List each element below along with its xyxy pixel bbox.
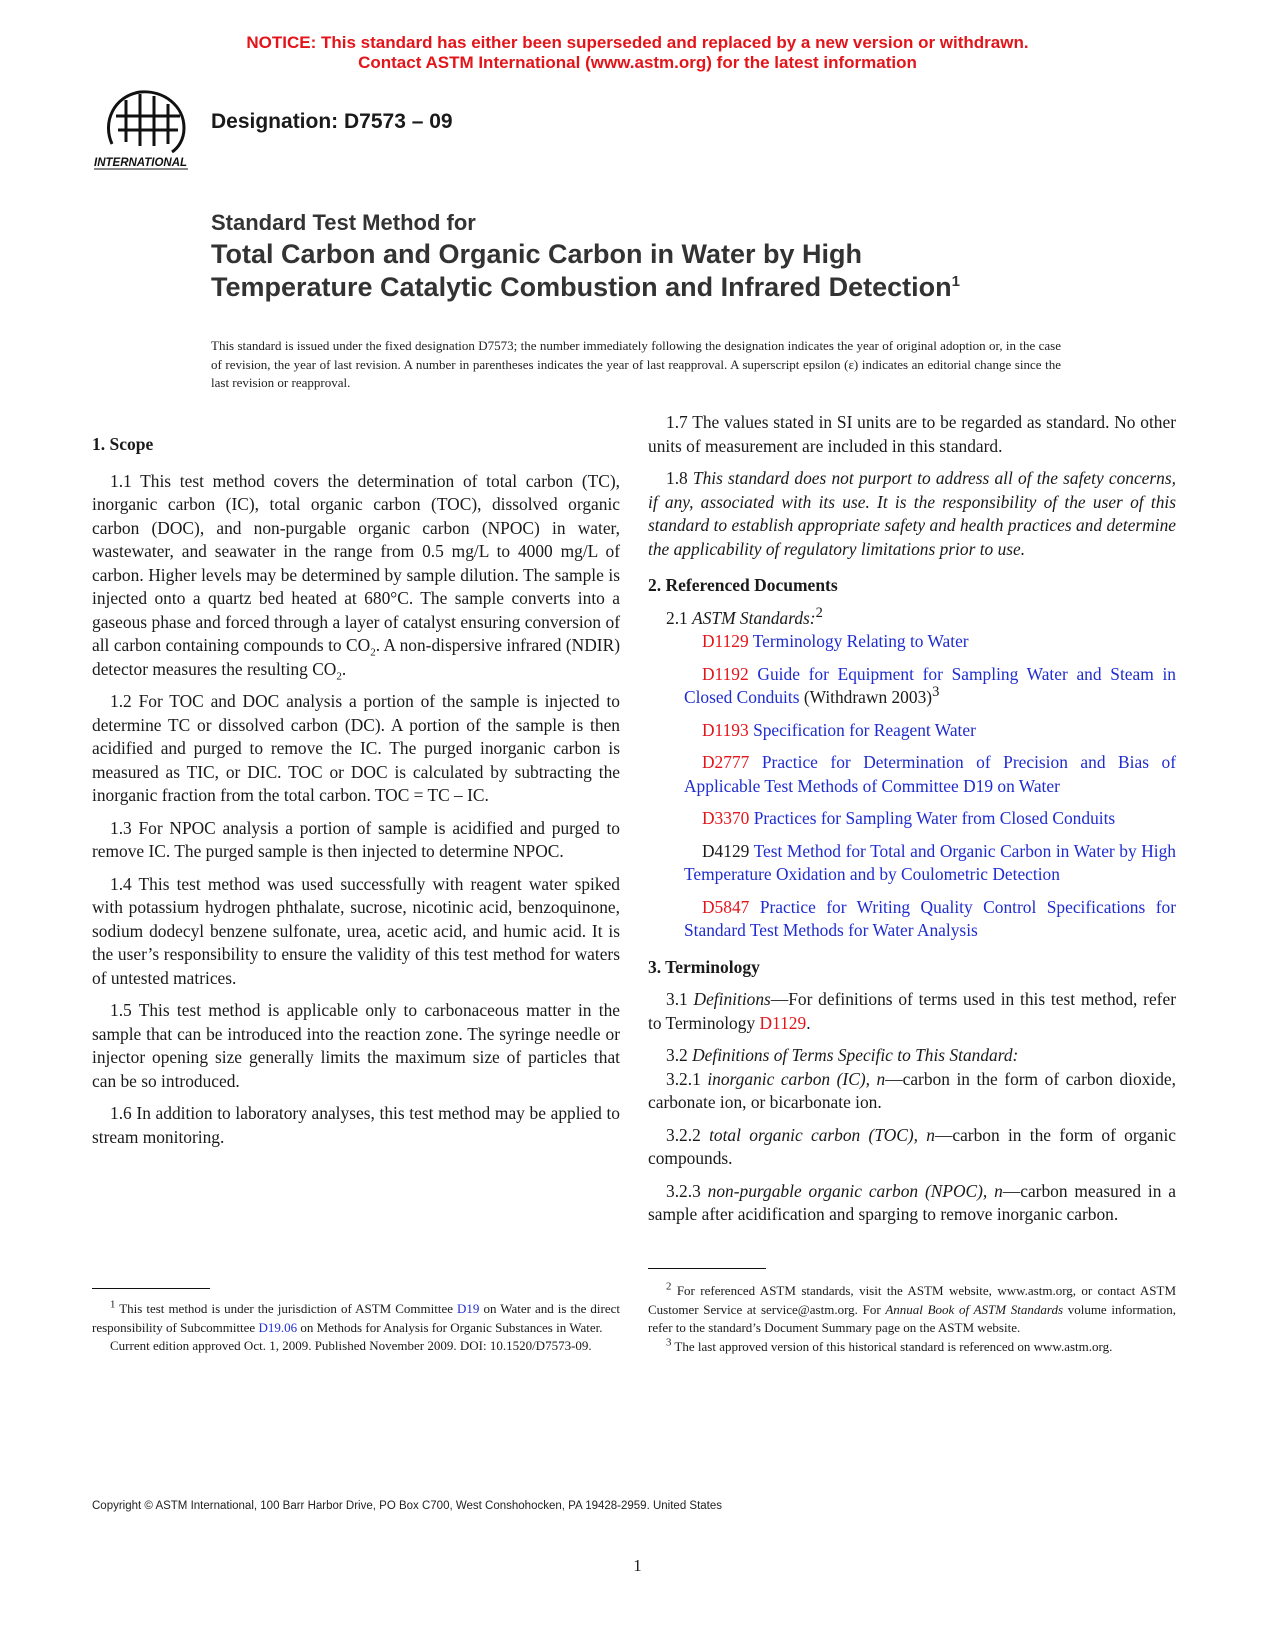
- astm-international-logo-icon: [92, 82, 202, 174]
- paragraph-1-1: 1.1 This test method covers the determination of total carbon (TC), inorganic carbon (IC), total organic carbon (TOC), dissolved organic carbon (DOC), and non-purgable organic carbon (NPOC) in water, wastewater, and seawater in the range from 0.5 mg/L to 4000 mg/L of carbon. Higher levels may be determined by sample dilution. The sample is injected onto a quartz bed heated at 680°C. The sample converts into a gaseous phase and forced through a layer of catalyst ensuring conversion of all carbon containing compounds to $CO_2$. A non-dispersive infrared (NDIR) detector measures the resulting $CO_2$.: [92, 470, 620, 682]
- link-d19[interactable]: D19: [457, 1301, 480, 1316]
- title-footnote-mark: 1: [951, 273, 960, 290]
- paragraph-1-2: 1.2 For TOC and DOC analysis a portion of the sample is injected to determine TC or dissolved carbon (DC). A portion of the sample is then acidified and purged to remove the IC. The purged inorganic carbon is measured as TIC, or DIC. TOC or DOC is calculated by subtracting the inorganic fraction from the total carbon. TOC = TC – IC.: [92, 691, 620, 805]
- link-d19-06[interactable]: D19.06: [258, 1319, 298, 1335]
- link-d1129[interactable]: D1129: [759, 1012, 807, 1033]
- reference-item: [648, 807, 1176, 831]
- paragraph-1-8: 1.8 This standard does not purport to address all of the safety concerns, if any, associated with its use. It is the responsibility of the user of this standard to establish appropriate safety and health practices and determine the applicability of regulatory limitations prior to use.: [648, 468, 1176, 559]
- footnotes-right: [648, 1282, 1176, 1356]
- paragraph-1-5: 1.5 This test method is applicable only to carbonaceous matter in the sample that can be introduced into the reaction zone. The syringe needle or injector opening size generally limits the maximum size of particles that can be so introduced.: [92, 1000, 620, 1091]
- section-heading-referenced-documents: 2. Referenced Documents: [648, 575, 838, 595]
- reference-code-link[interactable]: D2777: [702, 752, 750, 772]
- paragraph-3-2: 3.2 Definitions of Terms Specific to This Standard:: [666, 1045, 1019, 1065]
- paragraph-1-6: 1.6 In addition to laboratory analyses, this test method may be applied to stream monitoring.: [92, 1103, 620, 1147]
- reference-item: [648, 630, 1176, 654]
- footnotes-left: [92, 1300, 620, 1356]
- reference-code-link[interactable]: D3370: [702, 808, 750, 828]
- reference-title-link[interactable]: Practice for Writing Quality Control Specifications for Standard Test Methods for Water Analysis: [684, 896, 1177, 940]
- left-column: [92, 433, 620, 1149]
- footnote-rule-right: [648, 1268, 766, 1269]
- paragraph-1-7: 1.7 The values stated in SI units are to be regarded as standard. No other units of measurement are included in this standard.: [648, 412, 1176, 456]
- copyright-line: Copyright © ASTM International, 100 Barr Harbor Drive, PO Box C700, West Conshohocken, PA 19428-2959. United States: [92, 1500, 723, 1512]
- section-heading-scope: 1. Scope: [92, 434, 154, 454]
- issued-note: This standard is issued under the fixed designation D7573; the number immediately following the designation indicates the year of original adoption or, in the case of revision, the year of last revision. A number in parentheses indicates the year of last reapproval. A superscript epsilon (ε) indicates an editorial change since the last revision or reapproval.: [211, 338, 1061, 390]
- referenced-standards-list: [648, 630, 1176, 943]
- notice-line-1: NOTICE: This standard has either been superseded and replaced by a new version or withdrawn.: [246, 33, 1029, 52]
- reference-item: [648, 719, 1176, 743]
- reference-title-link[interactable]: Practices for Sampling Water from Closed Conduits: [753, 808, 1116, 828]
- paragraph-3-2-2: 3.2.2 total organic carbon (TOC), n—carbon in the form of organic compounds.: [648, 1124, 1176, 1168]
- footnote-3: $^3$ The last approved version of this historical standard is referenced on www.astm.org.: [666, 1336, 1113, 1354]
- paragraph-1-3: 1.3 For NPOC analysis a portion of sample is acidified and purged to remove IC. The purged sample is then injected to determine NPOC.: [92, 817, 620, 861]
- logo-wordmark: INTERNATIONAL: [94, 157, 188, 169]
- reference-title-link[interactable]: Terminology Relating to Water: [752, 631, 969, 651]
- page-number: 1: [633, 1556, 642, 1575]
- reference-item: [648, 751, 1176, 798]
- reference-code-link[interactable]: D1129: [702, 631, 749, 651]
- reference-code-link[interactable]: D5847: [702, 896, 750, 917]
- document-title: [211, 208, 1131, 304]
- section-heading-terminology: 3. Terminology: [648, 956, 760, 977]
- reference-title-link[interactable]: Practice for Determination of Precision and Bias of Applicable Test Methods of Committee D19 on Water: [684, 752, 1176, 796]
- footnote-1: $^1$ This test method is under the jurisdiction of ASTM Committee D19 on Water and is the direct responsibility of Subcommittee D19.06 on Methods for Analysis for Organic Substances in Water.: [92, 1298, 621, 1335]
- designation: Designation: D7573 – 09: [211, 110, 453, 133]
- footnote-1-current-edition: Current edition approved Oct. 1, 2009. Published November 2009. DOI: 10.1520/D7573-09.: [110, 1338, 592, 1353]
- reference-item: D1192 Guide for Equipment for Sampling Water and Steam in Closed Conduits (Withdrawn 2003)$^3$: [684, 663, 1176, 707]
- title-line-3: Temperature Catalytic Combustion and Infrared Detection$^1$: [211, 272, 960, 302]
- reference-code-link[interactable]: D1192: [702, 663, 749, 684]
- reference-title-link[interactable]: Specification for Reagent Water: [753, 719, 976, 740]
- reference-code-link[interactable]: D1193: [702, 719, 749, 740]
- paragraph-3-2-1: 3.2.1 inorganic carbon (IC), n—carbon in the form of carbon dioxide, carbonate ion, or bicarbonate ion.: [648, 1068, 1176, 1112]
- footnote-2: $^2$ For referenced ASTM standards, visit the ASTM website, www.astm.org, or contact ASTM Customer Service at service@astm.org. For Annual Book of ASTM Standards volume information, refer to the standard’s Document Summary page on the ASTM website.: [648, 1280, 1177, 1335]
- notice-line-2: Contact ASTM International (www.astm.org) for the latest information: [358, 53, 917, 72]
- reference-title-link[interactable]: Test Method for Total and Organic Carbon in Water by High Temperature Oxidation and by Coulometric Detection: [684, 840, 1176, 884]
- paragraph-1-4: 1.4 This test method was used successfully with reagent water spiked with potassium hydrogen phthalate, sucrose, nicotinic acid, benzoquinone, sodium dodecyl benzene sulfonate, urea, acetic acid, and humic acid. It is the user’s responsibility to ensure the validity of this test method for waters of untested matrices.: [92, 873, 620, 988]
- right-column: [648, 412, 1177, 1227]
- footnote-rule-left: [92, 1288, 210, 1289]
- title-line-1: Standard Test Method for: [211, 210, 476, 235]
- reference-item: [648, 896, 1176, 943]
- withdrawal-notice: [0, 33, 1275, 73]
- paragraph-2-1: 2.1 ASTM Standards:$^2$: [666, 604, 823, 628]
- reference-code-link: D4129: [702, 840, 750, 861]
- paragraph-3-1: 3.1 Definitions—For definitions of terms used in this test method, refer to Terminology D1129.: [648, 989, 1176, 1033]
- reference-item: [648, 840, 1176, 887]
- title-line-2: Total Carbon and Organic Carbon in Water by High: [211, 239, 863, 269]
- reference-title-link[interactable]: Guide for Equipment for Sampling Water and Steam in Closed Conduits: [684, 663, 1176, 707]
- paragraph-3-2-3: 3.2.3 non-purgable organic carbon (NPOC), n—carbon measured in a sample after acidification and sparging to remove inorganic carbon.: [648, 1180, 1176, 1224]
